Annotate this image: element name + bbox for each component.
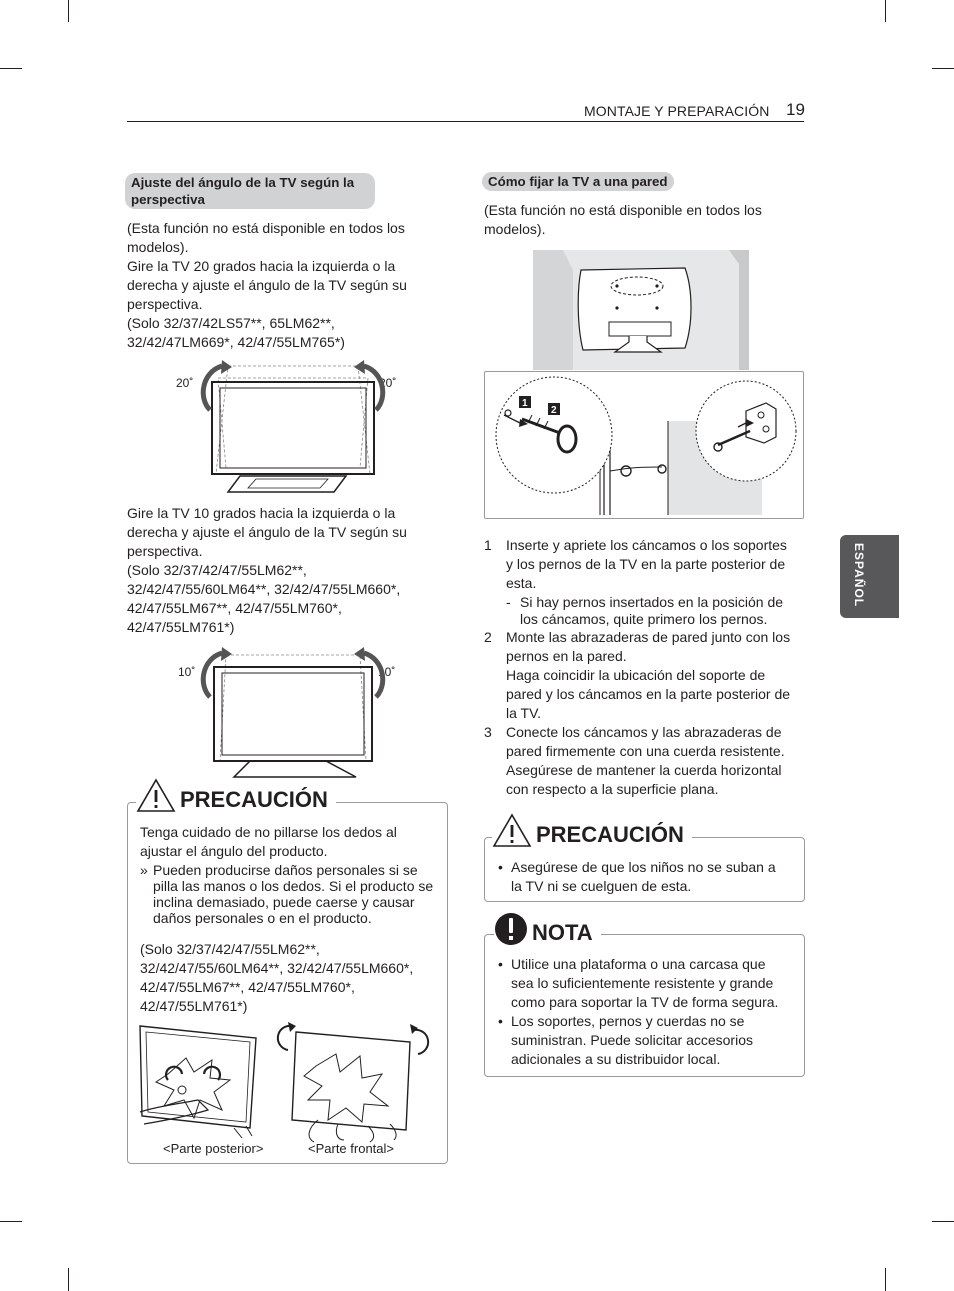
tv-back-wall-illustration xyxy=(533,250,749,370)
step-3 xyxy=(484,723,804,799)
text-line: Conecte los cáncamos y las abrazaderas de xyxy=(506,724,782,740)
text-line: esta. xyxy=(506,575,537,591)
text-line: perspectiva. xyxy=(127,543,203,559)
note-bullets xyxy=(498,955,798,1069)
wall-mount-steps xyxy=(484,536,804,799)
text-line: (Solo 32/37/42LS57**, 65LM62**, xyxy=(127,315,335,331)
finger-pinch-front-illustration xyxy=(278,1020,438,1145)
caution-bullet xyxy=(140,862,442,926)
text-line: adicionales a su distribuidor local. xyxy=(511,1051,721,1067)
text-line: (Solo 32/37/42/47/55LM62**, xyxy=(140,941,320,957)
tv-rotation-20-illustration xyxy=(170,358,420,498)
tv-rotation-drawing xyxy=(170,358,420,498)
text-line: los cáncamos, quite primero los pernos. xyxy=(520,611,768,627)
step-number: 3 xyxy=(484,724,492,740)
text-line: Pueden producirse daños personales si se xyxy=(153,862,418,878)
text-line: con respecto a la superficie plana. xyxy=(506,781,719,797)
section-header: MONTAJE Y PREPARACIÓN xyxy=(584,103,770,119)
note-bullet-2 xyxy=(498,1012,798,1069)
finger-pinch-back-illustration xyxy=(138,1020,268,1145)
text-line: Si hay pernos insertados en la posición de xyxy=(520,594,784,610)
left-heading xyxy=(125,173,375,209)
bullet-mark: • xyxy=(498,956,503,972)
text-line: inclina demasiado, puede caerse y causar xyxy=(153,894,415,910)
text-line: Inserte y apriete los cáncamos o los soportes xyxy=(506,537,787,553)
text-line: pilla las manos o los dedos. Si el producto se xyxy=(153,878,434,894)
note-bullet-1 xyxy=(498,955,798,1012)
crop-mark xyxy=(885,1268,886,1291)
text-line: Los soportes, pernos y cuerdas no se xyxy=(511,1013,745,1029)
crop-mark xyxy=(932,68,954,69)
text-line: Gire la TV 10 grados hacia la izquierda o la xyxy=(127,505,396,521)
bullet-mark: » xyxy=(140,862,148,878)
callout-2: 2 xyxy=(551,405,557,416)
page-number: 19 xyxy=(786,100,805,119)
text-line: Monte las abrazaderas de pared junto con los xyxy=(506,629,791,645)
angle-label-left: 20˚ xyxy=(176,376,194,390)
text-line: derecha y ajuste el ángulo de la TV según su xyxy=(127,277,407,293)
caption-back: <Parte posterior> xyxy=(163,1141,264,1156)
crop-mark xyxy=(0,68,22,69)
right-paragraph-1 xyxy=(484,201,804,239)
text-line: modelos). xyxy=(484,221,546,237)
left-paragraph-2 xyxy=(127,504,447,637)
step-2 xyxy=(484,628,804,723)
callout-1: 1 xyxy=(522,398,528,409)
text-line: 32/42/47/55/60LM64**, 32/42/47/55LM660*, xyxy=(140,960,414,976)
step-number: 1 xyxy=(484,537,492,553)
note-header xyxy=(494,912,601,952)
caution-header-left xyxy=(136,778,336,818)
bullet-mark: • xyxy=(498,859,503,875)
step-1 xyxy=(484,536,804,628)
text-line: la TV ni se cuelguen de esta. xyxy=(511,878,692,894)
text-line: pared firmemente con una cuerda resistente. xyxy=(506,743,785,759)
caution-title: PRECAUCIÓN xyxy=(532,822,688,847)
step-1-subnote xyxy=(506,594,804,628)
crop-mark xyxy=(0,1221,22,1222)
text-line: derecha y ajuste el ángulo de la TV según su xyxy=(127,524,407,540)
text-line: (Solo 32/37/42/47/55LM62**, xyxy=(127,562,307,578)
text-line: 42/47/55LM761*) xyxy=(140,998,248,1014)
text-line: 42/47/55LM67**, 42/47/55LM760*, xyxy=(127,600,342,616)
text-line: sea lo suficientemente resistente y grande xyxy=(511,975,774,991)
language-tab-label: ESPAÑOL xyxy=(852,543,866,608)
text-line: Gire la TV 20 grados hacia la izquierda o la xyxy=(127,258,396,274)
text-line: (Esta función no está disponible en todos los xyxy=(127,220,405,236)
tv-rotation-drawing xyxy=(170,645,420,785)
crop-mark xyxy=(68,0,69,22)
note-title: NOTA xyxy=(528,920,597,945)
step-number: 2 xyxy=(484,629,492,645)
text-line: 42/47/55LM761*) xyxy=(127,619,235,635)
right-heading-text: Cómo fijar la TV a una pared xyxy=(488,174,668,189)
caution-bullet-right xyxy=(498,858,811,896)
language-tab xyxy=(840,535,899,618)
bolt-bracket-illustration xyxy=(484,371,802,517)
text-line: perspectiva. xyxy=(127,296,203,312)
text-line: 32/42/47LM669*, 42/47/55LM765*) xyxy=(127,334,345,350)
text-line: y los pernos de la TV en la parte posterior de xyxy=(506,556,786,572)
text-line: Tenga cuidado de no pillarse los dedos al xyxy=(140,824,397,840)
text-line: Asegúrese de mantener la cuerda horizontal xyxy=(506,762,782,778)
caution-models xyxy=(140,940,445,1016)
text-line: 32/42/47/55/60LM64**, 32/42/47/55LM660*, xyxy=(127,581,401,597)
text-line: pernos en la pared. xyxy=(506,648,627,664)
bullet-mark: • xyxy=(498,1013,503,1029)
text-line: la TV. xyxy=(506,705,542,721)
caution-intro xyxy=(140,823,440,861)
dash-mark: - xyxy=(506,594,511,610)
text-line: Asegúrese de que los niños no se suban a xyxy=(511,859,776,875)
left-heading-text: Ajuste del ángulo de la TV según la perspectiva xyxy=(131,175,355,207)
text-line: daños personales o en el producto. xyxy=(153,910,372,926)
text-line: pared y los cáncamos en la parte posterior de xyxy=(506,686,791,702)
text-line: ajustar el ángulo del producto. xyxy=(140,843,328,859)
note-exclamation-icon xyxy=(494,912,528,946)
tv-rotation-10-illustration xyxy=(170,645,420,785)
right-heading xyxy=(482,172,674,191)
angle-label-left: 10˚ xyxy=(178,665,196,679)
angle-label-right: 10˚ xyxy=(378,665,396,679)
caption-front: <Parte frontal> xyxy=(308,1141,394,1156)
text-line: modelos). xyxy=(127,239,189,255)
text-line: como para soportar la TV de forma segura. xyxy=(511,994,779,1010)
crop-mark xyxy=(68,1268,69,1291)
text-line: 42/47/55LM67**, 42/47/55LM760*, xyxy=(140,979,355,995)
text-line: suministran. Puede solicitar accesorios xyxy=(511,1032,753,1048)
text-line: (Esta función no está disponible en todos los xyxy=(484,202,762,218)
text-line: Utilice una plataforma o una carcasa que xyxy=(511,956,766,972)
caution-header-right xyxy=(492,813,692,853)
warning-triangle-icon xyxy=(492,813,532,849)
crop-mark xyxy=(885,0,886,22)
angle-label-right: 20˚ xyxy=(379,376,397,390)
left-paragraph-1 xyxy=(127,219,447,352)
crop-mark xyxy=(932,1221,954,1222)
caution-title: PRECAUCIÓN xyxy=(176,787,332,812)
warning-triangle-icon xyxy=(136,778,176,814)
header-rule xyxy=(127,121,804,122)
text-line: Haga coincidir la ubicación del soporte de xyxy=(506,667,766,683)
